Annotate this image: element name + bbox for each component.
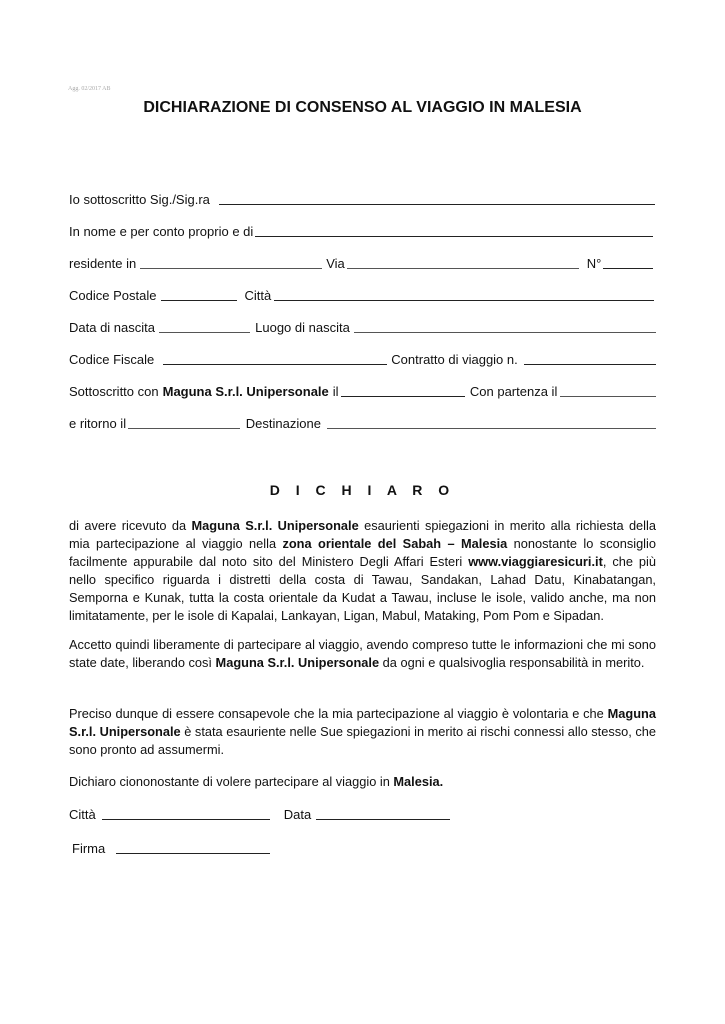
p1-company: Maguna S.r.l. Unipersonale xyxy=(191,518,359,533)
on-behalf-label: In nome e per conto proprio e di xyxy=(69,224,254,239)
birth-place-field[interactable] xyxy=(354,332,656,333)
birth-date-label: Data di nascita xyxy=(69,320,155,335)
birth-date-field[interactable] xyxy=(159,332,250,333)
signed-date-field[interactable] xyxy=(341,396,465,397)
return-field[interactable] xyxy=(128,428,240,429)
declaration-heading: D I C H I A R O xyxy=(269,482,456,498)
sign-city-label: Città xyxy=(69,807,96,822)
field-signed-with xyxy=(69,384,656,400)
resident-field[interactable] xyxy=(140,268,322,269)
field-tax-contract xyxy=(69,352,656,368)
p1-text-2: esaurienti spiegazioni in merito alla richiesta della mia partecipazione al viaggio nella xyxy=(69,518,656,551)
departure-field[interactable] xyxy=(560,396,656,397)
sign-city-field[interactable] xyxy=(102,819,270,820)
page-title: DICHIARAZIONE DI CONSENSO AL VIAGGIO IN MALESIA xyxy=(143,99,582,116)
undersigned-label: Io sottoscritto Sig./Sig.ra xyxy=(69,192,210,207)
signed-with-label: Sottoscritto con xyxy=(69,384,159,399)
on-behalf-field[interactable] xyxy=(255,236,653,237)
paragraph-3 xyxy=(69,705,656,759)
destination-field[interactable] xyxy=(327,428,656,429)
p3-text-1: Preciso dunque di essere consapevole che la mia partecipazione al viaggio è volontaria e che xyxy=(69,706,608,721)
field-residence xyxy=(69,256,656,272)
field-signature xyxy=(72,841,659,857)
undersigned-field[interactable] xyxy=(219,204,655,205)
return-label: e ritorno il xyxy=(69,416,127,431)
contract-label: Contratto di viaggio n. xyxy=(391,352,518,367)
signature-label: Firma xyxy=(72,841,106,856)
contract-field[interactable] xyxy=(524,364,656,365)
p1-text-1: di avere ricevuto da xyxy=(69,518,192,533)
field-on-behalf xyxy=(69,224,656,240)
field-birth xyxy=(69,320,656,336)
company-name: Maguna S.r.l. Unipersonale xyxy=(162,384,329,399)
field-postal-city xyxy=(69,288,656,304)
p1-website: www.viaggiaresicuri.it xyxy=(468,554,603,569)
version-note: Agg. 02/2017 AB xyxy=(68,86,111,92)
field-return xyxy=(69,416,656,432)
tax-code-label: Codice Fiscale xyxy=(69,352,155,367)
postal-code-label: Codice Postale xyxy=(69,288,157,303)
destination-label: Destinazione xyxy=(245,416,321,431)
tax-code-field[interactable] xyxy=(163,364,387,365)
via-label: Via xyxy=(326,256,345,271)
p1-text-3: nonostante lo sconsiglio facilmente appurabile dal noto sito del Ministero Degli Affari Esteri xyxy=(69,536,656,569)
p2-text-1: Accetto quindi liberamente di partecipare al viaggio, avendo compreso tutte le informazioni che mi sono state date, liberando così xyxy=(69,637,656,670)
birth-place-label: Luogo di nascita xyxy=(255,320,350,335)
city-label: Città xyxy=(244,288,272,303)
p4-text-1: Dichiaro ciononostante di volere partecipare al viaggio in xyxy=(69,774,394,789)
p4-country: Malesia. xyxy=(393,774,444,789)
number-field[interactable] xyxy=(603,268,653,269)
postal-code-field[interactable] xyxy=(161,300,237,301)
sign-date-label: Data xyxy=(283,807,312,822)
p1-zone: zona orientale del Sabah – Malesia xyxy=(282,536,508,551)
departure-label: Con partenza il xyxy=(469,384,558,399)
p1-text-4: , che più nello specifico riguarda i distretti della costa di Tawau, Sandakan, Lahad Datu, Kinabatangan, Semporna e Kunak, tutta la costa orientale da Kudat a Tawau, incluse le isole, valido anche, ma non limitatamente, per le isole di Kapalai, Lankayan, Ligan, Mabul, Mataking, Pom Pom e Sipadan. xyxy=(69,554,656,623)
city-field[interactable] xyxy=(274,300,654,301)
on-label: il xyxy=(332,384,339,399)
paragraph-2 xyxy=(69,636,656,672)
signature-field[interactable] xyxy=(116,853,270,854)
resident-label: residente in xyxy=(69,256,137,271)
field-undersigned xyxy=(69,192,656,208)
paragraph-1 xyxy=(69,517,656,625)
p3-text-2: è stata esauriente nelle Sue spiegazioni in merito ai rischi connessi allo stesso, che sono pronto ad assumermi. xyxy=(69,724,656,757)
p2-text-2: da ogni e qualsivoglia responsabilità in merito. xyxy=(379,655,645,670)
via-field[interactable] xyxy=(347,268,579,269)
field-city-date xyxy=(69,807,656,823)
p2-company: Maguna S.r.l. Unipersonale xyxy=(215,655,380,670)
number-label: N° xyxy=(586,256,602,271)
sign-date-field[interactable] xyxy=(316,819,450,820)
p3-company: Maguna S.r.l. Unipersonale xyxy=(69,706,656,739)
paragraph-4 xyxy=(69,773,656,791)
